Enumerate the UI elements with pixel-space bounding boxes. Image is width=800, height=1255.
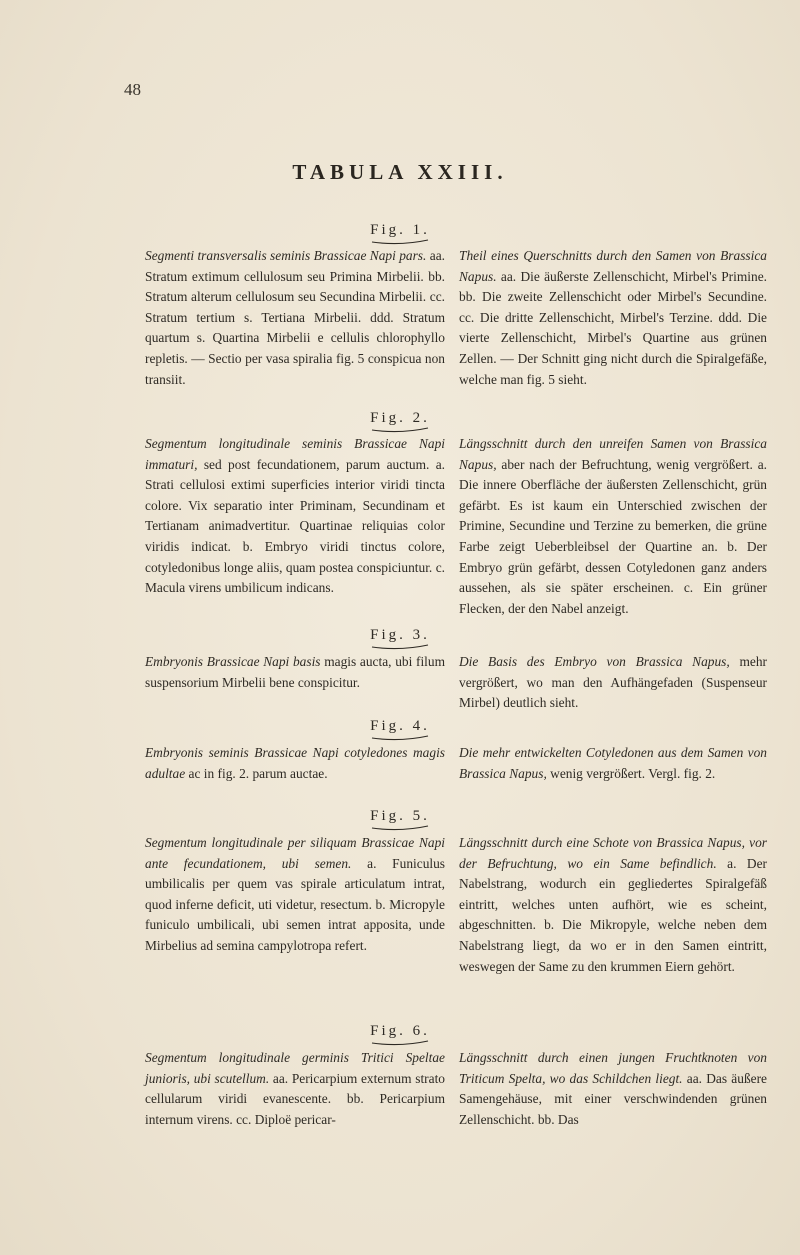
- fig-5-german-text: [459, 833, 767, 977]
- fig-4-german-title: Die mehr entwickelten Cotyledonen aus dem Samen von Brassica Napus,: [459, 745, 767, 781]
- fig-2-latin-text: [145, 434, 445, 599]
- fig-4-german-text: [459, 743, 767, 784]
- fig-6-latin-title: Segmentum longitudinale germinis Tritici Speltae junioris, ubi scutellum.: [145, 1050, 445, 1086]
- fig-2-latin-body: sed post fecundationem, parum auctum. a. Strati cellulosi extimi superficies interior viridi tincta colore. Vix separatio inter Priminam, Secundinam et Tertianam animadvertitur. Quartinae reliquias color viridis indicat. b. Embryo viridi tinctus colore, cotyledonibus longe aliis, quam postea conspiciuntur. c. Macula virens umbilicum indicans.: [145, 456, 445, 596]
- fig-4-latin-body: ac in fig. 2. parum auctae.: [185, 765, 328, 781]
- swash-rule-icon: [370, 427, 430, 433]
- fig-1-label: Fig. 1.: [370, 222, 430, 238]
- fig-6-german-body: aa. Das äußere Samengehäuse, mit einer verschwindenden grünen Zellenschicht. bb. Das: [459, 1070, 767, 1127]
- fig-6-german-text: [459, 1048, 767, 1130]
- fig-1-heading: [0, 222, 800, 245]
- fig-2-german-body: aber nach der Befruchtung, wenig vergrößert. a. Die innere Oberfläche der äußersten Zellenschicht, grün gefärbt. Es ist kaum ein Unterschied zwischen der Primine, Secundine und Terzine zu bemerken, die grüne Farbe zeigt Ueberbleibsel der Quartine an. b. Der Embryo grün gefärbt, dessen Cotyledonen ganz anders aussehen, als sie später erscheinen. c. Ein grüner Flecken, der den Nabel anzeigt.: [459, 456, 767, 616]
- fig-1-latin-title: Segmenti transversalis seminis Brassicae Napi pars.: [145, 248, 427, 263]
- fig-6-latin-text: [145, 1048, 445, 1130]
- fig-1-latin-text: [145, 246, 445, 390]
- swash-rule-icon: [370, 644, 430, 650]
- fig-4-latin-text: [145, 743, 445, 784]
- fig-4-latin-title: Embryonis seminis Brassicae Napi cotyledones magis adultae: [145, 745, 445, 781]
- fig-2-label: Fig. 2.: [370, 410, 430, 426]
- fig-6-heading: [0, 1023, 800, 1046]
- fig-3-german-title: Die Basis des Embryo von Brassica Napus,: [459, 654, 730, 669]
- fig-4-heading: [0, 718, 800, 741]
- page-number: 48: [124, 80, 141, 99]
- fig-1-german-text: [459, 246, 767, 390]
- fig-4-german-body: wenig vergrößert. Vergl. fig. 2.: [546, 765, 716, 781]
- fig-5-latin-body: a. Funiculus umbilicalis per quem vas spirale articulatum intrat, quod inferne deficit, uti videtur, resectum. b. Micropyle funiculo umbilicali, ubi semen intrat apposita, unde Mirbelius ad semina campylotropa refert.: [145, 855, 446, 953]
- fig-1-german-body: aa. Die äußerste Zellenschicht, Mirbel's Primine. bb. Die zweite Zellenschicht oder Mirbel's Secundine. cc. Die dritte Zellenschicht, Mirbel's Terzine. ddd. Die vierte Zellenschicht, Mirbel's Quartine aus grünen Zellen. — Der Schnitt ging nicht durch die Spiralgefäße, welche man fig. 5 sieht.: [459, 268, 767, 387]
- fig-1-german-title: Theil eines Querschnitts durch den Samen von Brassica Napus.: [459, 248, 767, 284]
- fig-5-heading: [0, 808, 800, 831]
- fig-2-heading: [0, 410, 800, 433]
- fig-3-german-body: mehr vergrößert, wo man den Aufhängefaden (Suspenseur Mirbel) deutlich sieht.: [459, 654, 767, 711]
- fig-4-label: Fig. 4.: [370, 718, 430, 734]
- fig-6-latin-body: aa. Pericarpium externum strato cellularum viridi evanescente. bb. Pericarpium internum virens. cc. Diploë pericar-: [145, 1070, 445, 1127]
- fig-3-german-text: [459, 652, 767, 714]
- fig-3-heading: [0, 627, 800, 650]
- fig-6-label: Fig. 6.: [370, 1023, 430, 1039]
- fig-3-latin-text: [145, 652, 445, 693]
- fig-5-german-body: a. Der Nabelstrang, wodurch ein gegliedertes Spiralgefäß eintritt, welches unten aufhört, wie es scheint, abgeschnitten. b. Die Mikropyle, welche neben dem Nabelstrang liegt, da wo er in den Samen eintritt, weswegen der Same zu den krummen Eiern gehört.: [459, 855, 767, 974]
- fig-3-latin-body: magis aucta, ubi filum suspensorium Mirbelii bene conspicitur.: [145, 654, 446, 690]
- fig-5-latin-text: [145, 833, 445, 957]
- fig-2-german-text: [459, 434, 767, 619]
- fig-3-latin-title: Embryonis Brassicae Napi basis: [145, 654, 321, 669]
- swash-rule-icon: [370, 1040, 430, 1046]
- fig-1-latin-body: aa. Stratum extimum cellulosum seu Primina Mirbelii. bb. Stratum alterum cellulosum seu Secundina Mirbelii. cc. Stratum tertium s. Tertiana Mirbelii. ddd. Stratum quartum s. Quartina Mirbelii e cellulis chlorophyllo repletis. — Sectio per vasa spiralia fig. 5 conspicua non transiit.: [145, 248, 445, 387]
- fig-2-latin-title: Segmentum longitudinale seminis Brassicae Napi immaturi,: [145, 436, 445, 472]
- fig-2-german-title: Längsschnitt durch den unreifen Samen von Brassica Napus,: [459, 436, 767, 472]
- fig-3-label: Fig. 3.: [370, 627, 430, 643]
- fig-6-german-title: Längsschnitt durch einen jungen Fruchtknoten von Triticum Spelta, wo das Schildchen liegt.: [459, 1050, 767, 1086]
- swash-rule-icon: [370, 239, 430, 245]
- fig-5-label: Fig. 5.: [370, 808, 430, 824]
- swash-rule-icon: [370, 825, 430, 831]
- fig-5-latin-title: Segmentum longitudinale per siliquam Brassicae Napi ante fecundationem, ubi semen.: [145, 835, 445, 871]
- swash-rule-icon: [370, 735, 430, 741]
- fig-5-german-title: Längsschnitt durch eine Schote von Brassica Napus, vor der Befruchtung, wo ein Same befindlich.: [459, 835, 767, 871]
- plate-title: TABULA XXIII.: [292, 160, 508, 184]
